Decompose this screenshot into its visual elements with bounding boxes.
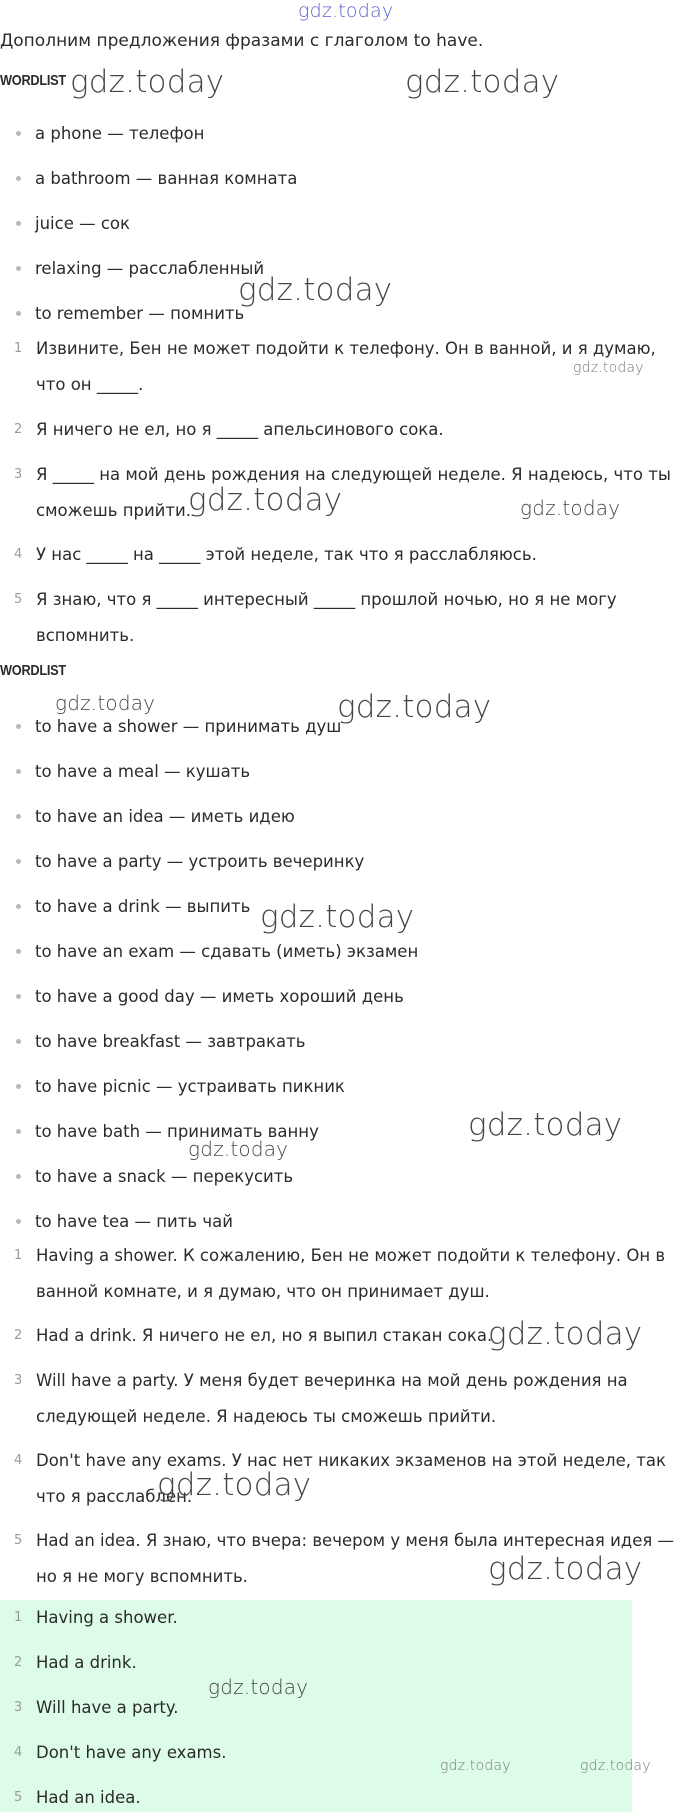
bullet-icon	[16, 769, 21, 774]
answer-item: 2 Had a drink.	[14, 1653, 137, 1672]
list-item: to have a shower — принимать душ	[0, 706, 341, 746]
bullet-icon	[16, 994, 21, 999]
answer-item: 1 Having a shower.	[14, 1608, 178, 1627]
watermark: gdz.today	[520, 496, 621, 520]
bullet-icon	[16, 266, 21, 271]
watermark: gdz.today	[468, 1107, 623, 1143]
list-item: to have bath — принимать ванну	[0, 1111, 319, 1151]
solution-item: 1 Having a shower. К сожалению, Бен не может подойти к телефону. Он в ванной комнате, и я думаю, что он принимает душ.	[14, 1246, 666, 1301]
bullet-icon	[16, 1039, 21, 1044]
watermark: gdz.today	[580, 1758, 651, 1774]
list-item: a phone — телефон	[0, 113, 204, 153]
answer-item: 5 Had an idea.	[14, 1788, 141, 1807]
task-item: 5 Я знаю, что я _____ интересный _____ прошлой ночью, но я не могу вспомнить.	[14, 590, 617, 645]
watermark: gdz.today	[238, 272, 393, 308]
bullet-icon	[16, 176, 21, 181]
list-item: to remember — помнить	[0, 293, 244, 333]
bullet-icon	[16, 311, 21, 316]
list-item: to have tea — пить чай	[0, 1201, 233, 1241]
watermark: gdz.today	[70, 64, 225, 100]
list-item: to have a party — устроить вечеринку	[0, 841, 364, 881]
list-item: to have a good day — иметь хороший день	[0, 976, 404, 1016]
wordlist-title: WORDLIST	[0, 72, 66, 89]
bullet-icon	[16, 1174, 21, 1179]
intro-text: Дополним предложения фразами с глаголом to have.	[0, 31, 484, 51]
wordlist-title: WORDLIST	[0, 662, 66, 679]
task-item: 2 Я ничего не ел, но я _____ апельсинового сока.	[14, 420, 444, 439]
watermark: gdz.today	[188, 482, 343, 518]
bullet-icon	[16, 221, 21, 226]
watermark: gdz.today	[188, 1137, 289, 1161]
bullet-icon	[16, 1219, 21, 1224]
bullet-icon	[16, 859, 21, 864]
watermark: gdz.today	[440, 1758, 511, 1774]
header-watermark: gdz.today	[298, 0, 394, 22]
bullet-icon	[16, 724, 21, 729]
watermark: gdz.today	[55, 691, 156, 715]
answer-item: 3 Will have a party.	[14, 1698, 179, 1717]
bullet-icon	[16, 1084, 21, 1089]
solution-item: 5 Had an idea. Я знаю, что вчера: вечером у меня была интересная идея — но я не могу вспомнить.	[14, 1531, 675, 1586]
list-item: to have a snack — перекусить	[0, 1156, 293, 1196]
watermark: gdz.today	[488, 1316, 643, 1352]
bullet-icon	[16, 949, 21, 954]
watermark: gdz.today	[208, 1675, 309, 1699]
bullet-icon	[16, 131, 21, 136]
bullet-icon	[16, 1129, 21, 1134]
watermark: gdz.today	[260, 899, 415, 935]
list-item: to have breakfast — завтракать	[0, 1021, 305, 1061]
list-item: relaxing — расслабленный	[0, 248, 264, 288]
bullet-icon	[16, 904, 21, 909]
answer-item: 4 Don't have any exams.	[14, 1743, 227, 1762]
task-item: 3 Я _____ на мой день рождения на следующей неделе. Я надеюсь, что ты сможешь прийти.	[14, 465, 671, 520]
solution-item: 3 Will have a party. У меня будет вечеринка на мой день рождения на следующей неделе. Я надеюсь ты сможешь прийти.	[14, 1371, 628, 1426]
solution-item: 2 Had a drink. Я ничего не ел, но я выпил стакан сока.	[14, 1326, 493, 1345]
solution-item: 4 Don't have any exams. У нас нет никаких экзаменов на этой неделе, так что я расслаблен.	[14, 1451, 666, 1506]
list-item: to have a meal — кушать	[0, 751, 250, 791]
list-item: a bathroom — ванная комната	[0, 158, 297, 198]
watermark: gdz.today	[405, 64, 560, 100]
watermark: gdz.today	[573, 360, 644, 376]
watermark: gdz.today	[488, 1551, 643, 1587]
list-item: juice — сок	[0, 203, 130, 243]
bullet-icon	[16, 814, 21, 819]
list-item: to have a drink — выпить	[0, 886, 250, 926]
task-item: 4 У нас _____ на _____ этой неделе, так что я расслабляюсь.	[14, 545, 537, 564]
answer-box	[0, 1600, 632, 1812]
list-item: to have an exam — сдавать (иметь) экзамен	[0, 931, 418, 971]
list-item: to have picnic — устраивать пикник	[0, 1066, 345, 1106]
watermark: gdz.today	[337, 689, 492, 725]
list-item: to have an idea — иметь идею	[0, 796, 295, 836]
task-item: 1 Извините, Бен не может подойти к телефону. Он в ванной, и я думаю, что он _____.	[14, 339, 656, 394]
watermark: gdz.today	[157, 1467, 312, 1503]
